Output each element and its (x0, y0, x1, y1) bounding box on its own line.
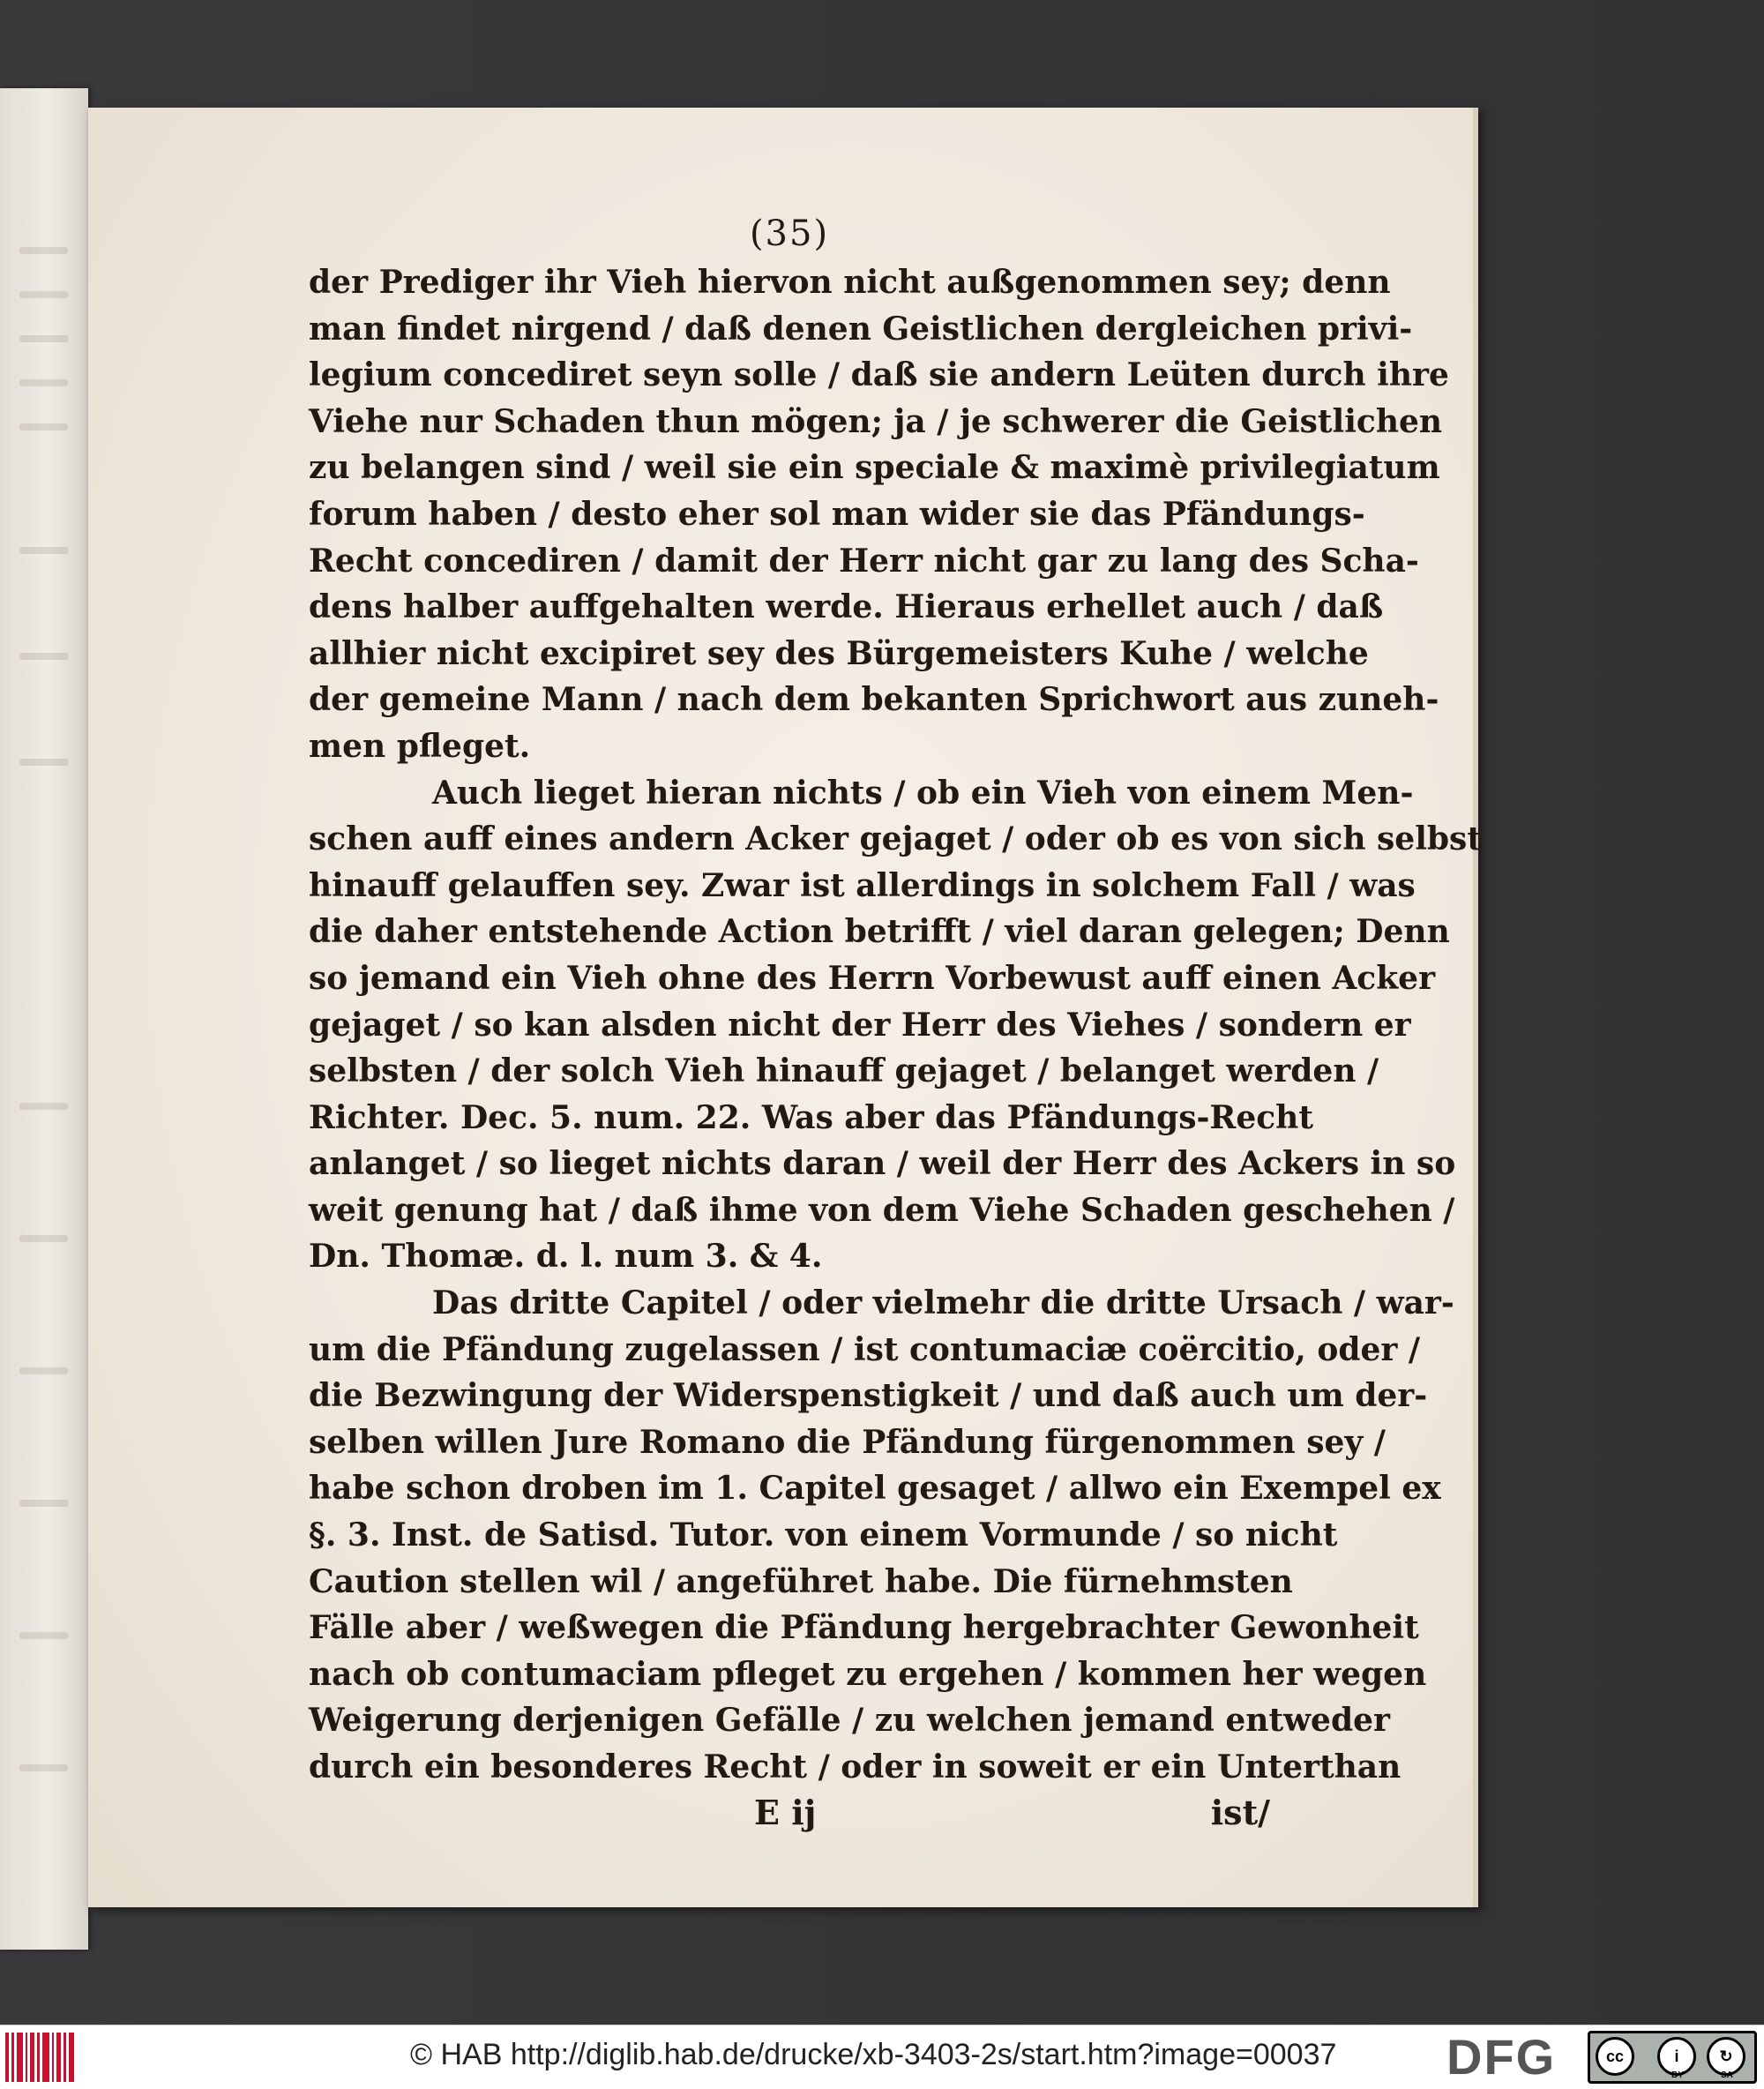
text-line: um die Pfändung zugelassen / ist contumaciæ coërcitio, oder / (309, 1330, 1421, 1368)
book-page (88, 108, 1482, 1907)
cc-icon: cc (1596, 2037, 1634, 2076)
text-line: gejaget / so kan alsden nicht der Herr des Viehes / sondern er (309, 1006, 1411, 1044)
page-number: (35) (749, 213, 830, 254)
catchword-row (309, 1791, 1270, 1840)
text-line: Recht concediren / damit der Herr nicht gar zu lang des Scha- (309, 542, 1419, 580)
page-text-block (309, 213, 1482, 1840)
signature-mark: E ij (754, 1792, 817, 1832)
text-line: der gemeine Mann / nach dem bekanten Sprichwort aus zuneh- (309, 681, 1439, 719)
text-line: Viehe nur Schaden thun mögen; ja / je schwerer die Geistlichen (309, 402, 1443, 440)
text-line: anlanget / so lieget nichts daran / weil der Herr des Ackers in so (309, 1145, 1456, 1183)
text-line: hinauff gelauffen sey. Zwar ist allerdings in solchem Fall / was (309, 866, 1416, 904)
text-line: weit genung hat / daß ihme von dem Viehe Schaden geschehen / (309, 1191, 1455, 1229)
text-line: nach ob contumaciam pfleget zu ergehen / kommen her wegen (309, 1655, 1427, 1693)
text-line: Caution stellen wil / angeführet habe. Die fürnehmsten (309, 1562, 1293, 1600)
text-line: man findet nirgend / daß denen Geistlichen dergleichen privi- (309, 310, 1413, 348)
text-line: men pfleget. (309, 727, 531, 765)
sa-label: SA (1721, 2070, 1733, 2080)
text-line: §. 3. Inst. de Satisd. Tutor. von einem Vormunde / so nicht (309, 1516, 1338, 1554)
text-line: legium concediret seyn solle / daß sie andern Leüten durch ihre (309, 356, 1449, 394)
text-line: Richter. Dec. 5. num. 22. Was aber das Pfändungs-Recht (309, 1098, 1313, 1136)
catchword: ist/ (1210, 1792, 1270, 1832)
sa-icon: ↻ (1707, 2037, 1745, 2076)
text-line: Dn. Thomæ. d. l. num 3. & 4. (309, 1238, 823, 1276)
by-label: BY (1671, 2070, 1684, 2080)
text-line: selbsten / der solch Vieh hinauff gejaget / belanget werden / (309, 1052, 1379, 1090)
text-line: schen auff eines andern Acker gejaget / oder ob es von sich selbst (309, 820, 1482, 858)
text-line: dens halber auffgehalten werde. Hieraus erhellet auch / daß (309, 588, 1384, 626)
text-line: zu belangen sind / weil sie ein speciale & maximè privilegiatum (309, 449, 1440, 487)
text-line: habe schon droben im 1. Capitel gesaget / allwo ein Exempel ex (309, 1470, 1441, 1508)
text-lines (309, 259, 1482, 1791)
text-line: so jemand ein Vieh ohne des Herrn Vorbewust auff einen Acker (309, 959, 1436, 997)
text-line: die Bezwingung der Widerspenstigkeit / und daß auch um der- (309, 1377, 1428, 1415)
previous-leaf-edge (0, 88, 88, 1950)
text-line: forum haben / desto eher sol man wider sie das Pfändungs- (309, 495, 1365, 533)
text-line: Das dritte Capitel / oder vielmehr die dritte Ursach / war- (432, 1284, 1454, 1322)
by-icon: i (1657, 2037, 1696, 2076)
cc-license-badge[interactable] (1588, 2031, 1757, 2084)
text-line: allhier nicht excipiret sey des Bürgemeisters Kuhe / welche (309, 634, 1369, 672)
text-line: der Prediger ihr Vieh hiervon nicht außgenommen sey; denn (309, 264, 1391, 301)
text-line: selben willen Jure Romano die Pfändung fürgenommen sey / (309, 1423, 1386, 1461)
footer-bar (0, 2025, 1764, 2089)
text-line: Auch lieget hieran nichts / ob ein Vieh von einem Men- (432, 774, 1414, 812)
text-line: die daher entstehende Action betrifft / viel daran gelegen; Denn (309, 913, 1450, 951)
text-line: durch ein besonderes Recht / oder in soweit er ein Unterthan (309, 1748, 1401, 1786)
dfg-logo[interactable]: DFG (1446, 2029, 1557, 2085)
hab-barcode-logo[interactable] (5, 2033, 74, 2082)
text-line: Weigerung derjenigen Gefälle / zu welchen jemand entweder (309, 1702, 1391, 1740)
text-line: Fälle aber / weßwegen die Pfändung hergebrachter Gewonheit (309, 1609, 1419, 1647)
source-url[interactable]: © HAB http://diglib.hab.de/drucke/xb-3403-2s/start.htm?image=00037 (410, 2038, 1337, 2071)
